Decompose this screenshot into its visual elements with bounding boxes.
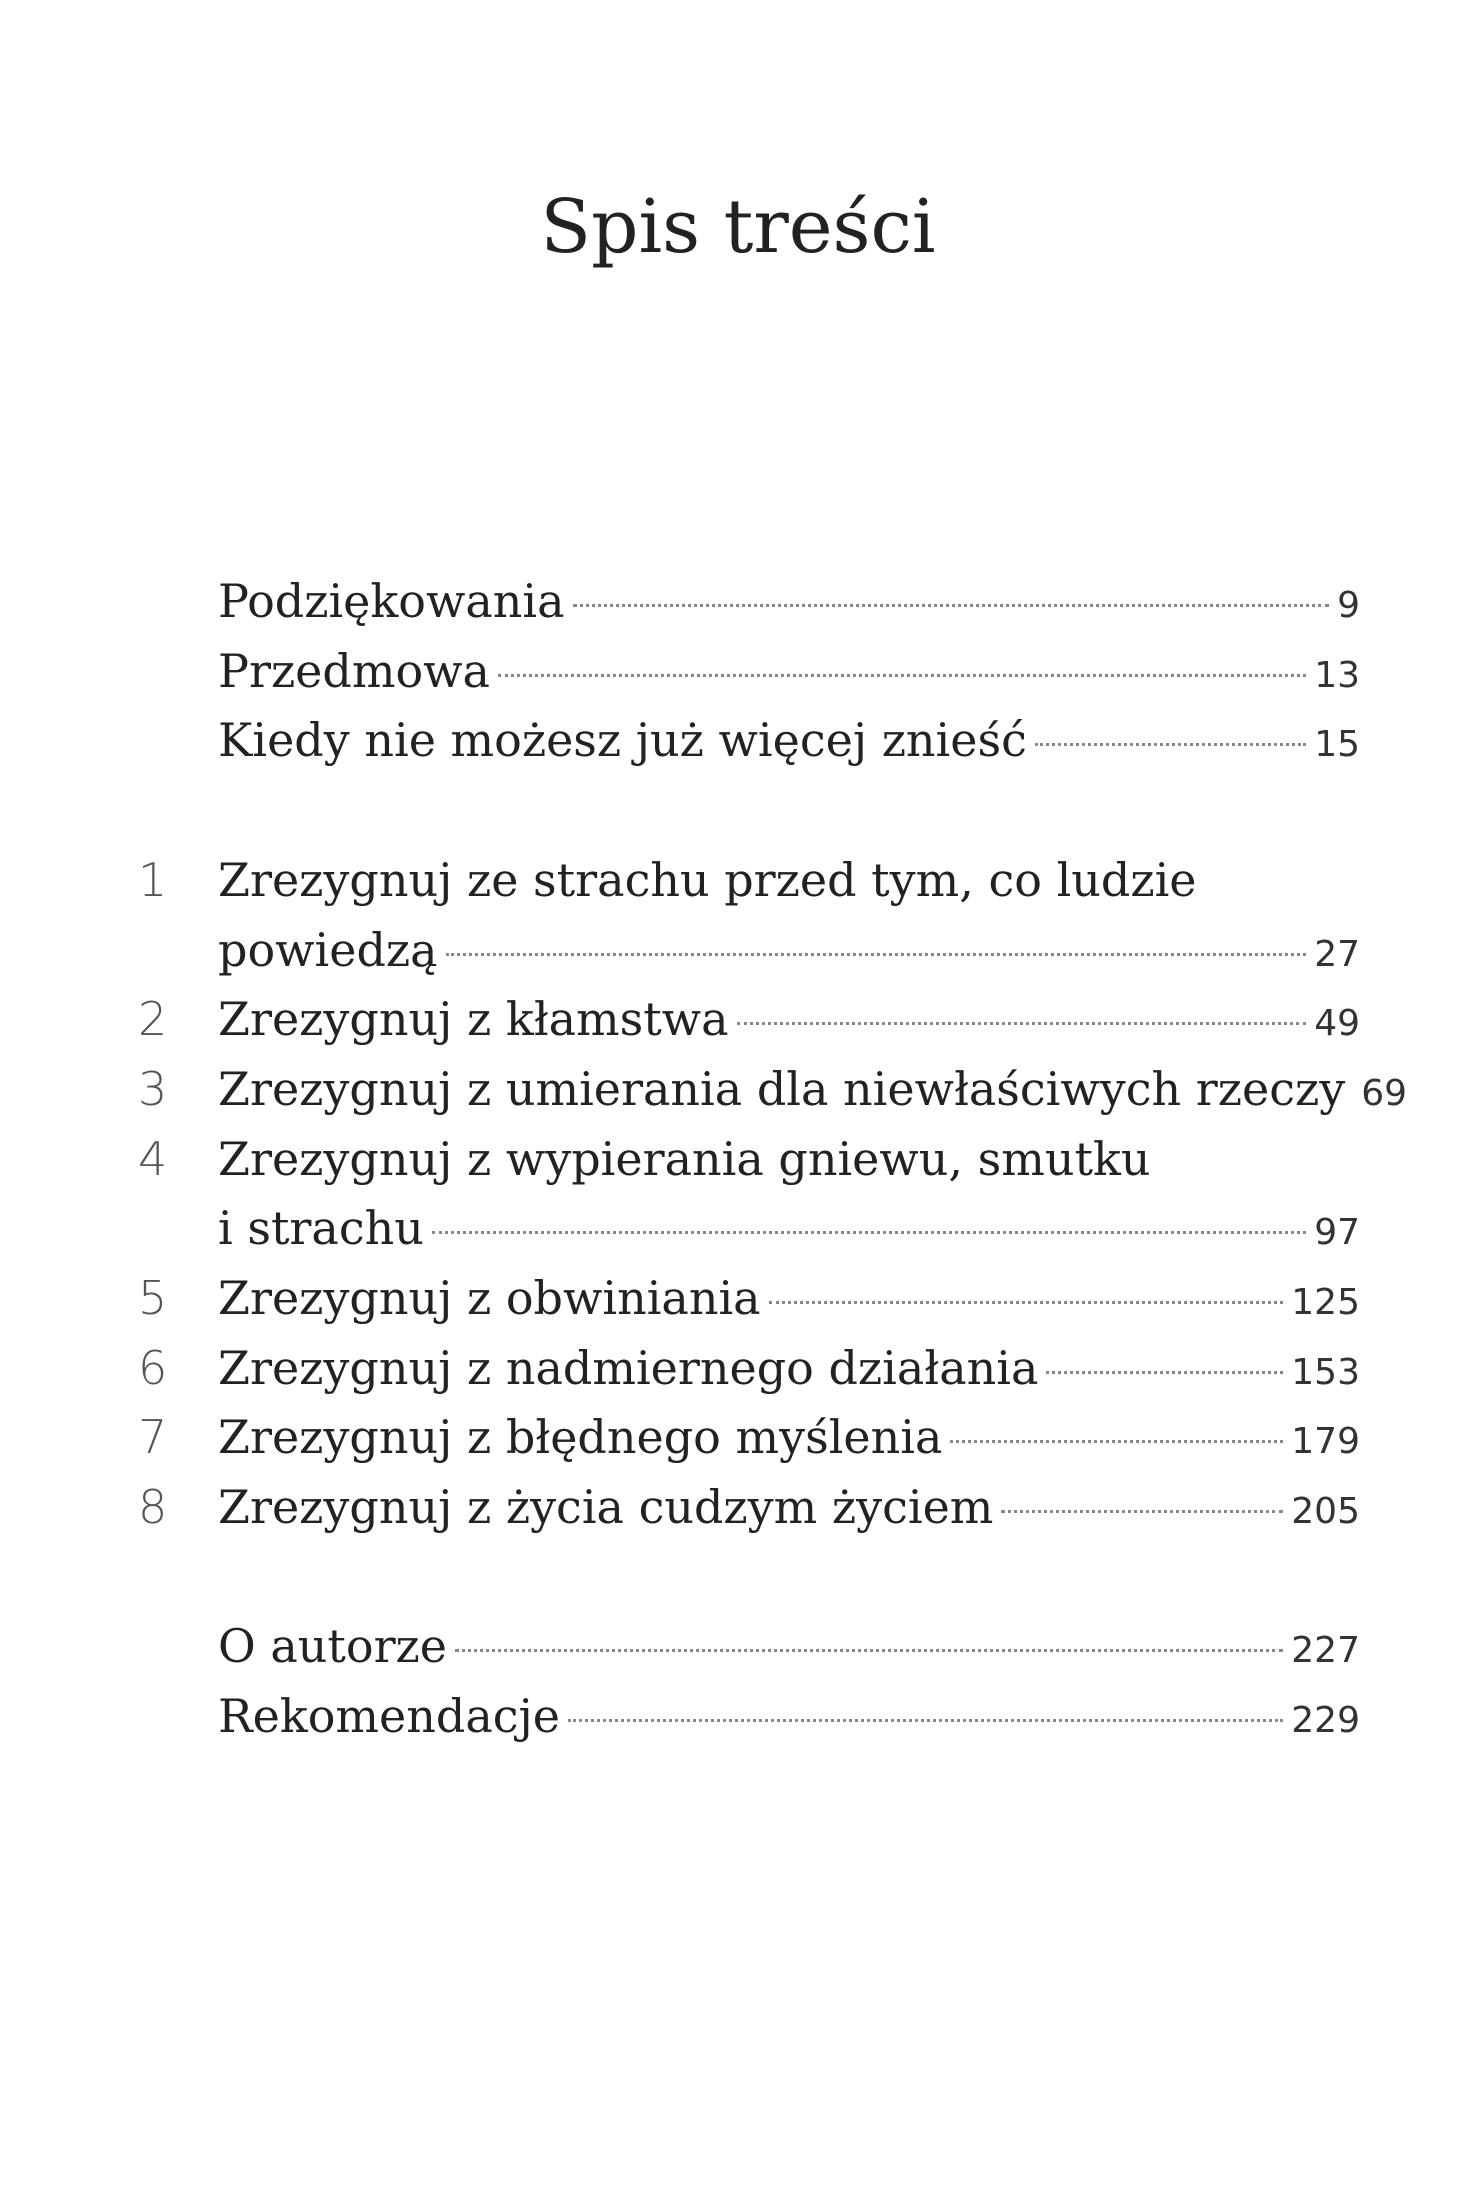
- toc-entry-title: Kiedy nie możesz już więcej znieść: [218, 713, 1027, 767]
- leader-dots: [737, 1022, 1307, 1025]
- page-title: Spis treści: [540, 184, 936, 270]
- toc-entry-page: 229: [1291, 1700, 1360, 1741]
- toc-entry-page: 9: [1337, 585, 1360, 626]
- toc-chapter-4-continued[interactable]: [0, 1193, 1476, 1263]
- leader-dots: [769, 1301, 1284, 1304]
- leader-dots: [455, 1649, 1283, 1652]
- toc-entry-page: 205: [1291, 1491, 1360, 1532]
- toc-entry-preface[interactable]: [0, 636, 1476, 706]
- leader-dots: [950, 1440, 1283, 1443]
- toc-entry-title: Zrezygnuj z kłamstwa: [218, 992, 729, 1046]
- toc-entry-about-author[interactable]: [0, 1611, 1476, 1681]
- toc-entry-title: Zrezygnuj z błędnego myślenia: [218, 1410, 943, 1464]
- leader-dots: [568, 1719, 1283, 1722]
- leader-dots: [1046, 1371, 1283, 1374]
- toc-chapter-3[interactable]: [0, 1054, 1476, 1124]
- toc-chapter-4[interactable]: [0, 1124, 1476, 1194]
- leader-dots: [1035, 743, 1306, 746]
- toc-chapter-6[interactable]: [0, 1333, 1476, 1403]
- leader-dots: [573, 604, 1330, 607]
- toc-chapter-5[interactable]: [0, 1263, 1476, 1333]
- toc-entry-title: Podziękowania: [218, 574, 565, 628]
- toc-entry-acknowledgements[interactable]: [0, 566, 1476, 636]
- toc-entry-page: 153: [1291, 1352, 1360, 1393]
- chapter-number: 2: [138, 992, 168, 1046]
- chapter-number: 6: [138, 1341, 168, 1395]
- toc-entry-page: 13: [1314, 655, 1360, 696]
- chapter-number: 4: [138, 1132, 168, 1186]
- toc-entry-page: 97: [1314, 1212, 1360, 1253]
- toc-chapter-7[interactable]: [0, 1402, 1476, 1472]
- toc-entry-page: 179: [1291, 1421, 1360, 1462]
- toc-chapter-8[interactable]: [0, 1472, 1476, 1542]
- toc-entry-title: powiedzą: [218, 923, 438, 977]
- toc-entry-title: i strachu: [218, 1201, 424, 1255]
- toc-entry-title: Zrezygnuj z obwiniania: [218, 1271, 761, 1325]
- toc-entry-recommendations[interactable]: [0, 1681, 1476, 1751]
- toc-entry-page: 227: [1291, 1630, 1360, 1671]
- toc-entry-title: Zrezygnuj z nadmiernego działania: [218, 1341, 1039, 1395]
- toc-entry-title: O autorze: [218, 1619, 448, 1673]
- toc-entry-title: Zrezygnuj z wypierania gniewu, smutku: [218, 1132, 1151, 1186]
- toc-entry-title: Przedmowa: [218, 644, 490, 698]
- toc-entry-title: Zrezygnuj z umierania dla niewłaściwych rzeczy: [218, 1062, 1346, 1116]
- chapter-number: 8: [138, 1480, 168, 1534]
- toc-entry-page: 49: [1314, 1003, 1360, 1044]
- toc-entry-title: Rekomendacje: [218, 1689, 561, 1743]
- leader-dots: [1001, 1510, 1283, 1513]
- leader-dots: [446, 953, 1307, 956]
- leader-dots: [498, 674, 1306, 677]
- chapter-number: 5: [138, 1271, 168, 1325]
- toc-chapter-1-continued[interactable]: [0, 915, 1476, 985]
- toc-entry-page: 125: [1291, 1282, 1360, 1323]
- toc-entry-page: 27: [1314, 934, 1360, 975]
- toc-chapter-1[interactable]: [0, 845, 1476, 915]
- toc-entry-introduction[interactable]: [0, 705, 1476, 775]
- toc-entry-title: Zrezygnuj ze strachu przed tym, co ludzie: [218, 853, 1197, 907]
- chapter-number: 7: [138, 1410, 168, 1464]
- toc-entry-title: Zrezygnuj z życia cudzym życiem: [218, 1480, 994, 1534]
- toc-entry-page: 15: [1314, 724, 1360, 765]
- toc-entry-page: 69: [1361, 1073, 1407, 1114]
- chapter-number: 1: [138, 853, 168, 907]
- chapter-number: 3: [138, 1062, 168, 1116]
- leader-dots: [432, 1231, 1306, 1234]
- toc-chapter-2[interactable]: [0, 984, 1476, 1054]
